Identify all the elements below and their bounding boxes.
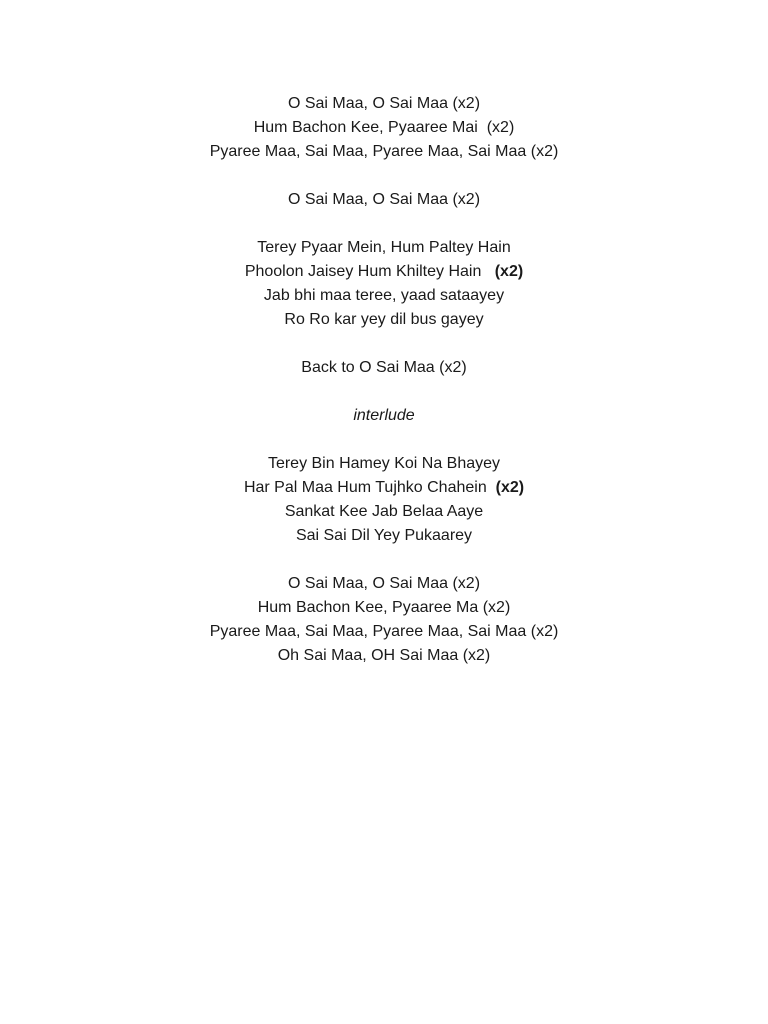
lyric-line: Sai Sai Dil Yey Pukaarey: [295, 527, 473, 544]
lyric-line: O Sai Maa, O Sai Maa (x2): [287, 575, 481, 592]
lyrics-body: [0, 92, 768, 668]
stanza-spacer: [0, 212, 768, 236]
lyric-line: Back to O Sai Maa (x2): [301, 359, 467, 376]
stanza-spacer: [0, 428, 768, 452]
lyric-line: Sankat Kee Jab Belaa Aaye: [284, 503, 484, 520]
lyric-text: Phoolon Jaisey Hum Khiltey Hain: [244, 263, 495, 280]
lyric-line: Terey Bin Hamey Koi Na Bhayey: [267, 455, 501, 472]
lyric-line: Oh Sai Maa, OH Sai Maa (x2): [277, 647, 491, 664]
stanza-spacer: [0, 164, 768, 188]
lyric-line: [0, 476, 768, 500]
repeat-tag: (x2): [495, 479, 525, 496]
lyric-text: Har Pal Maa Hum Tujhko Chahein: [243, 479, 496, 496]
lyric-line: Terey Pyaar Mein, Hum Paltey Hain: [257, 239, 511, 256]
lyric-line: Ro Ro kar yey dil bus gayey: [284, 311, 484, 328]
repeat-tag: (x2): [494, 263, 524, 280]
lyric-line: Jab bhi maa teree, yaad sataayey: [263, 287, 505, 304]
lyric-line: Pyaree Maa, Sai Maa, Pyaree Maa, Sai Maa (x2): [209, 623, 559, 640]
interlude-label: interlude: [353, 407, 415, 424]
stanza-spacer: [0, 380, 768, 404]
lyric-line: Hum Bachon Kee, Pyaaree Ma (x2): [257, 599, 511, 616]
lyric-line: O Sai Maa, O Sai Maa (x2): [287, 95, 481, 112]
stanza-spacer: [0, 548, 768, 572]
lyric-line: Pyaree Maa, Sai Maa, Pyaree Maa, Sai Maa (x2): [209, 143, 559, 160]
lyric-line: Hum Bachon Kee, Pyaaree Mai (x2): [253, 119, 515, 136]
stanza-spacer: [0, 332, 768, 356]
lyric-line: [0, 260, 768, 284]
lyric-line: O Sai Maa, O Sai Maa (x2): [287, 191, 481, 208]
